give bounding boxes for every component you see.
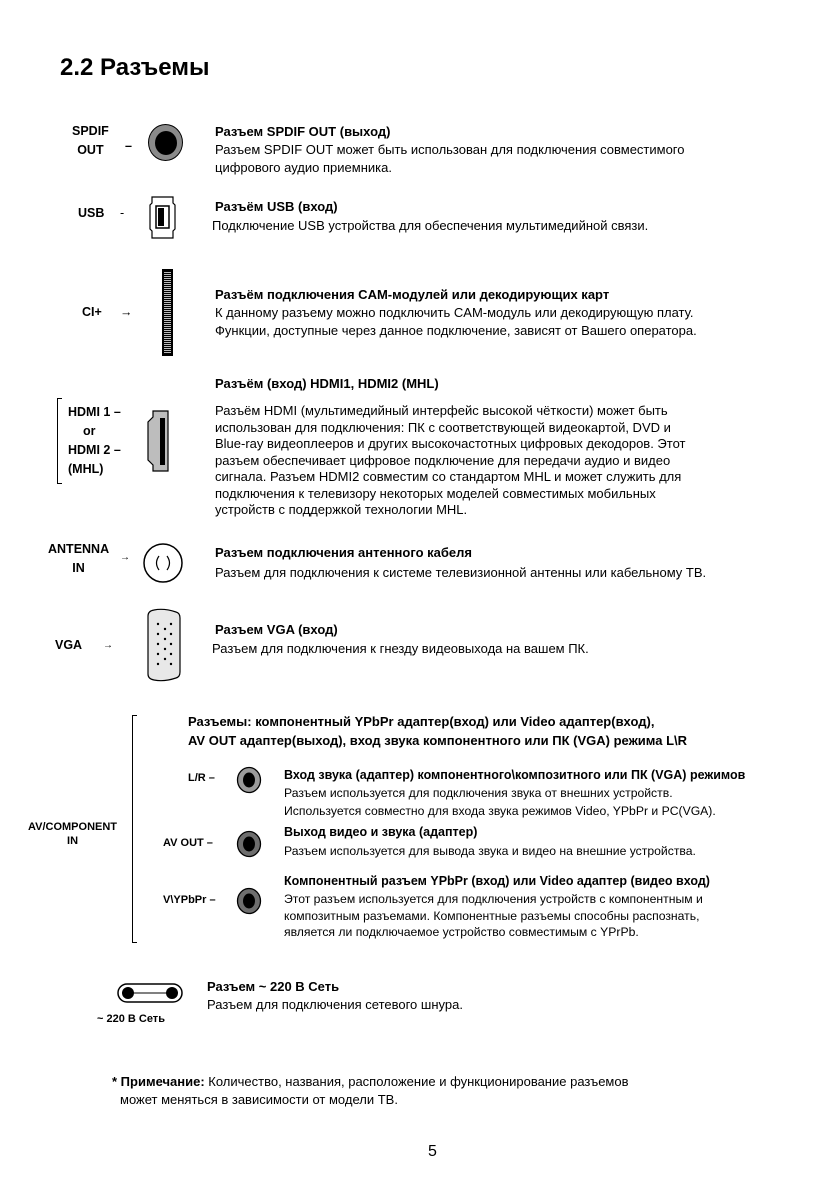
usb-port-icon <box>149 195 177 240</box>
vga-arrow: → <box>103 640 113 651</box>
vypbpr-jack-icon <box>236 887 262 915</box>
ci-label: CI+ <box>82 305 102 319</box>
text-line: Функции, доступные через данное подключение, зависят от Вашего оператора. <box>215 323 697 338</box>
usb-description <box>212 217 648 235</box>
heading-line: Разъемы: компонентный YPbPr адаптер(вход) или Video адаптер(вход), <box>188 714 655 729</box>
vypbpr-description <box>284 891 703 941</box>
av-bracket <box>132 715 137 943</box>
vypbpr-label: V\YPbPr – <box>163 894 216 906</box>
vga-label: VGA <box>55 638 83 652</box>
heading-line: AV OUT адаптер(выход), вход звука компонентного или ПК (VGA) режима L\R <box>188 733 688 748</box>
av-component-label-line1: AV/COMPONENT <box>28 821 118 833</box>
power-socket-icon <box>116 982 184 1004</box>
hdmi-or-label: or <box>83 424 96 438</box>
text-line: Разъем используется для вывода звука и видео на внешние устройства. <box>284 844 696 858</box>
hdmi-bracket <box>57 398 62 484</box>
spdif-arrow: – <box>125 139 132 153</box>
antenna-heading: Разъем подключения антенного кабеля <box>215 545 472 560</box>
vypbpr-heading: Компонентный разъем YPbPr (вход) или Video адаптер (видео вход) <box>284 874 710 888</box>
vga-heading: Разъем VGA (вход) <box>215 622 338 637</box>
power-label: ~ 220 В Сеть <box>97 1013 165 1025</box>
vga-port-icon <box>146 608 182 682</box>
note-prefix: * Примечание: <box>112 1074 205 1089</box>
text-line: использован для подключения: ПК с соответствующей видеокартой, DVD и <box>215 419 671 435</box>
av-out-description <box>284 843 696 861</box>
text-line: подключения к телевизору некоторых моделей совместимых мобильных <box>215 485 656 501</box>
section-title: 2.2 Разъемы <box>60 54 210 81</box>
antenna-description <box>215 564 706 582</box>
antenna-label <box>48 540 109 578</box>
text-line: Используется совместно для входа звука режимов Video, YPbPr и PC(VGA). <box>284 803 716 818</box>
hdmi-label <box>68 403 121 479</box>
text-line: цифрового аудио приемника. <box>215 160 392 175</box>
av-component-label <box>28 820 117 848</box>
vga-description <box>212 640 589 658</box>
text-line: является ли подключаемое устройство совместимым с YPrPb. <box>284 925 639 939</box>
note-text-line1: Количество, названия, расположение и функционирование разъемов <box>204 1074 629 1089</box>
av-component-label-line2: IN <box>67 835 79 847</box>
hdmi-port-icon <box>146 410 170 472</box>
note-text-line2: может меняться в зависимости от модели ТВ. <box>120 1092 398 1107</box>
usb-heading: Разъём USB (вход) <box>215 199 338 214</box>
text-line: Разъем для подключения сетевого шнура. <box>207 997 463 1012</box>
text-line: сигнала. Разъем HDMI2 совместим со стандартом MHL и может служить для <box>215 469 682 484</box>
page-number: 5 <box>428 1143 437 1160</box>
power-description <box>207 996 463 1014</box>
text-line: Подключение USB устройства для обеспечения мультимедийной связи. <box>212 218 649 233</box>
text-line: Разъём HDMI (мультимедийный интерфейс высокой чёткости) может быть <box>215 403 668 418</box>
av-out-jack-icon <box>236 830 262 858</box>
hdmi-description <box>215 403 685 519</box>
text-line: разъем обеспечивает цифровое подключение для передачи аудио и видео <box>215 452 671 468</box>
text-line: Разъем используется для подключения звука от внешних устройств. <box>284 786 673 800</box>
spdif-label <box>72 122 109 160</box>
av-out-label: AV OUT – <box>163 837 213 849</box>
text-line: Разъем для подключения к системе телевизионной антенны или кабельному ТВ. <box>215 565 707 580</box>
text-line: устройств с поддержкой технологии MHL. <box>215 502 468 517</box>
mhl-label: (MHL) <box>68 462 104 476</box>
spdif-label-line1: SPDIF <box>72 124 109 138</box>
antenna-label-line2: IN <box>72 561 85 575</box>
lr-heading: Вход звука (адаптер) компонентного\композитного или ПК (VGA) режимов <box>284 768 746 782</box>
text-line: Этот разъем используется для подключения устройств с компонентным и <box>284 892 703 906</box>
ci-heading: Разъём подключения CAM-модулей или декодирующих карт <box>215 287 610 302</box>
hdmi2-label: HDMI 2 – <box>68 443 121 457</box>
lr-description <box>284 785 716 820</box>
spdif-jack-icon <box>148 124 183 161</box>
antenna-jack-icon <box>142 542 184 584</box>
spdif-label-line2: OUT <box>77 143 104 157</box>
ci-arrow: → <box>120 305 133 319</box>
text-line: Blue-ray видеоплееров и других высокочастотных цифровых декодоров. Этот <box>215 436 686 451</box>
av-heading <box>188 712 687 750</box>
hdmi-heading: Разъём (вход) HDMI1, HDMI2 (MHL) <box>215 376 439 391</box>
lr-jack-icon <box>236 766 262 794</box>
ci-description <box>215 304 697 340</box>
note <box>112 1073 629 1109</box>
antenna-arrow: → <box>120 552 130 563</box>
text-line: Разъем для подключения к гнезду видеовыхода на вашем ПК. <box>212 641 589 656</box>
text-line: К данному разъему можно подключить CAM-модуль или декодирующую плату. <box>215 305 694 320</box>
av-out-heading: Выход видео и звука (адаптер) <box>284 825 478 839</box>
antenna-label-line1: ANTENNA <box>48 542 110 556</box>
usb-label: USB <box>78 206 105 220</box>
spdif-description <box>215 141 685 177</box>
power-heading: Разъем ~ 220 В Сеть <box>207 979 340 994</box>
text-line: композитным разъемами. Компонентные разъемы способны распознать, <box>284 908 700 923</box>
text-line: Разъем SPDIF OUT может быть использован для подключения совместимого <box>215 142 685 157</box>
lr-label: L/R – <box>188 772 215 784</box>
usb-arrow: - <box>120 206 125 220</box>
spdif-heading: Разъем SPDIF OUT (выход) <box>215 124 391 139</box>
ci-slot-icon <box>162 269 173 356</box>
hdmi1-label: HDMI 1 – <box>68 405 121 419</box>
